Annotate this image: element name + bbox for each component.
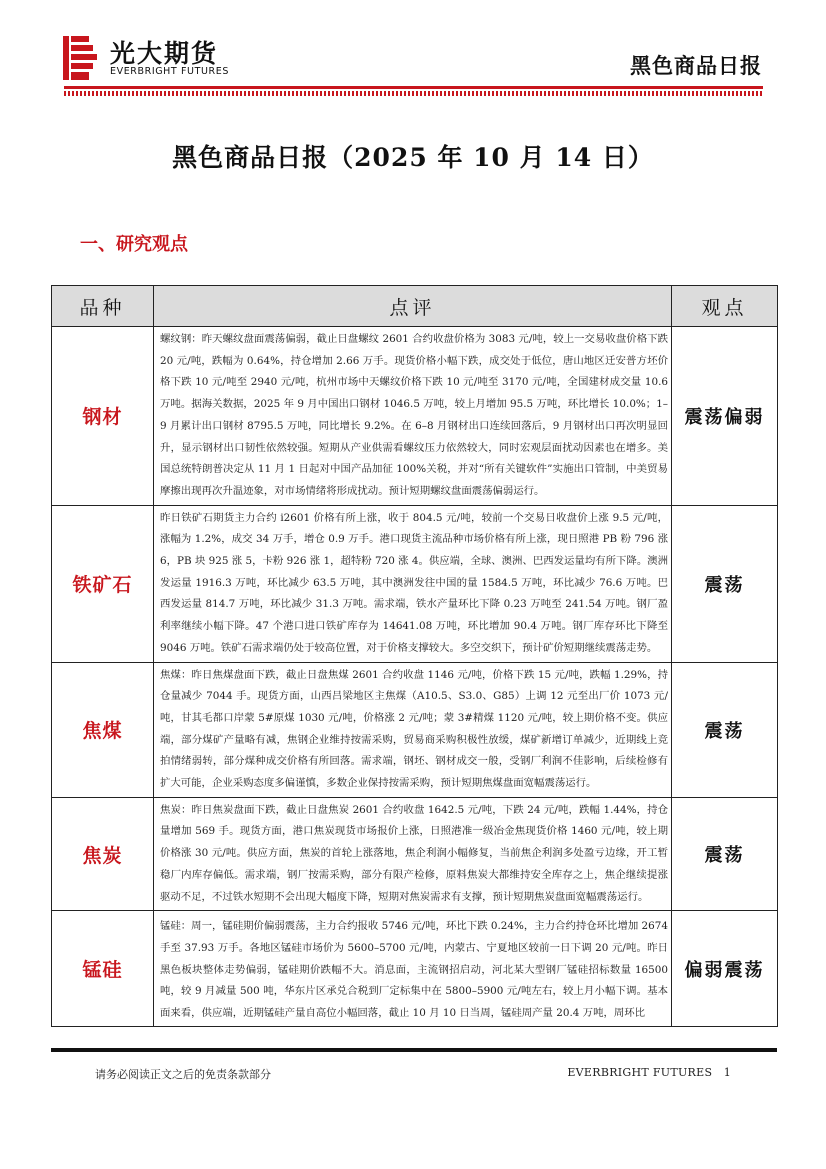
category-cell: 铁矿石 [52,505,154,662]
comment-text: 锰硅：周一，锰硅期价偏弱震荡，主力合约报收 5746 元/吨，环比下跌 0.24%，主力合约持仓环比增加 2674 手至 37.93 万手。各地区锰硅市场价为 5600–5700 元/吨，内蒙古、宁夏地区较前一日下调 20 元/吨。昨日黑色板块整体走势偏弱，锰硅期价跌幅不大。消息面，主流钢招启动，河北某大型钢厂锰硅招标数量 16500 吨，较 9 月减量 500 吨，华东片区承兑合税到厂定标集中在 5800–5900 元/吨左右，较上月小幅下调。基本面来看，供应端，近期锰硅产量自高位小幅回落，截止 10 月 10 日当周，锰硅周产量 20.4 万吨，周环比 [160,920,668,1020]
category-cell: 焦炭 [52,797,154,911]
table-row [52,911,778,1027]
table-row [52,505,778,662]
views-table [51,285,778,1027]
view-cell: 偏弱震荡 [672,911,778,1027]
footer-divider [51,1048,777,1052]
view-cell: 震荡偏弱 [672,327,778,506]
comment-cell [154,911,672,1027]
logo-text-en: EVERBRIGHT FUTURES [110,66,229,77]
view-cell: 震荡 [672,797,778,911]
table-header-row [52,286,778,327]
footer-disclaimer: 请务必阅读正文之后的免责条款部分 [95,1068,271,1081]
comment-cell: 焦煤：昨日焦煤盘面下跌，截止日盘焦煤 2601 合约收盘 1146 元/吨，价格下跌 15 元/吨，跌幅 1.29%，持仓量减少 7044 手。现货方面，山西吕梁地区主焦煤（A10.5、S3.0、G85）上调 12 元至出厂价 1073 元/吨，甘其毛都口岸蒙 5#原煤 1030 元/吨，价格涨 2 元/吨；蒙 3#精煤 1120 元/吨，较上期价格不变。供应端，部分煤矿产量略有减，焦钢企业维持按需采购，贸易商采购积极性放缓，煤矿新增订单减少，近期线上竞拍情绪弱转，部分煤种成交价格有所回落。需求端，钢坯、钢材成交一般，受钢厂利润不佳影响，后续检修有扩大可能，企业采购态度多偏谨慎，多数企业保持按需采购，预计短期焦煤盘面宽幅震荡运行。 [154,662,672,797]
table-row [52,797,778,911]
comment-cell: 螺纹钢：昨天螺纹盘面震荡偏弱，截止日盘螺纹 2601 合约收盘价格为 3083 元/吨，较上一交易收盘价格下跌 20 元/吨，跌幅为 0.64%，持仓增加 2.66 万手。现货价格小幅下跌，成交处于低位，唐山地区迁安普方坯价格下跌 10 元/吨至 2940 元/吨，杭州市场中天螺纹价格下跌 10 元/吨至 3170 元/吨，全国建材成交量 10.6 万吨。据海关数据，2025 年 9 月中国出口钢材 1046.5 万吨，较上月增加 95.5 万吨，环比增长 10.0%；1–9 月累计出口钢材 8795.5 万吨，同比增长 9.2%。在 6–8 月钢材出口连续回落后，9 月钢材出口再次明显回升，显示钢材出口韧性依然较强。短期从产业供需看螺纹压力依然较大，同时宏观层面扰动因素也在增多。美国总统特朗普决定从 11 月 1 日起对中国产品加征 100%关税，并对“所有关键软件”实施出口管制，中美贸易摩擦出现再次升温迹象，对市场情绪将形成扰动。预计短期螺纹盘面震荡偏弱运行。 [154,327,672,506]
page-number: 1 [723,1066,731,1079]
table-row [52,327,778,506]
comment-cell: 焦炭：昨日焦炭盘面下跌，截止日盘焦炭 2601 合约收盘 1642.5 元/吨，下跌 24 元/吨，跌幅 1.44%，持仓量增加 569 手。现货方面，港口焦炭现货市场报价上涨，日照港准一级冶金焦现货价格 1460 元/吨，较上期价格涨 30 元/吨。供应方面，焦炭的首轮上涨落地，焦企利润小幅修复，当前焦企利润多处盈亏边缘，开工暂稳厂内库存偏低。需求端，钢厂按需采购，部分有限产检修，原料焦炭大都维持安全库存之上，焦企继续提涨驱动不足，不过铁水短期不会出现大幅度下降，短期对焦炭需求有支撑，预计短期焦炭盘面宽幅震荡运行。 [154,797,672,911]
document-title: 黑色商品日报（2025 年 10 月 14 日） [172,143,654,172]
page-header [0,0,826,100]
report-name: 黑色商品日报 [630,54,762,78]
footer-brand: EVERBRIGHT FUTURES [567,1066,713,1079]
header-view: 观点 [672,286,778,327]
everbright-logo-icon [63,36,97,80]
header-divider [64,86,763,89]
comment-cell: 昨日铁矿石期货主力合约 i2601 价格有所上涨，收于 804.5 元/吨，较前一个交易日收盘价上涨 9.5 元/吨，涨幅为 1.2%，成交 34 万手，增仓 0.9 万手。港口现货主流品种市场价格有所上涨，现日照港 PB 粉 796 涨 6，PB 块 925 涨 5，卡粉 926 涨 1，超特粉 720 涨 4。供应端，全球、澳洲、巴西发运量均有所下降。澳洲发运量 1916.3 万吨，环比减少 63.5 万吨，其中澳洲发往中国的量 1584.5 万吨，环比减少 76.6 万吨。巴西发运量 814.7 万吨，环比减少 31.3 万吨。需求端，铁水产量环比下降 0.23 万吨至 241.54 万吨。钢厂盈利率继续小幅下降。47 个港口进口铁矿库存为 14641.08 万吨，环比增加 90.4 万吨。钢厂库存环比下降至 9046 万吨。铁矿石需求端仍处于较高位置，对于价格支撑较大。多空交织下，预计矿价短期继续震荡走势。 [154,505,672,662]
category-cell: 钢材 [52,327,154,506]
header-comment: 点评 [154,286,672,327]
logo-text-cn: 光大期货 [110,39,219,68]
table-row [52,662,778,797]
header-category: 品种 [52,286,154,327]
view-cell: 震荡 [672,505,778,662]
section-title: 一、研究观点 [80,234,188,255]
category-cell: 锰硅 [52,911,154,1027]
category-cell: 焦煤 [52,662,154,797]
footer-brand-page [567,1066,731,1079]
view-cell: 震荡 [672,662,778,797]
header-divider-pattern [64,91,763,96]
